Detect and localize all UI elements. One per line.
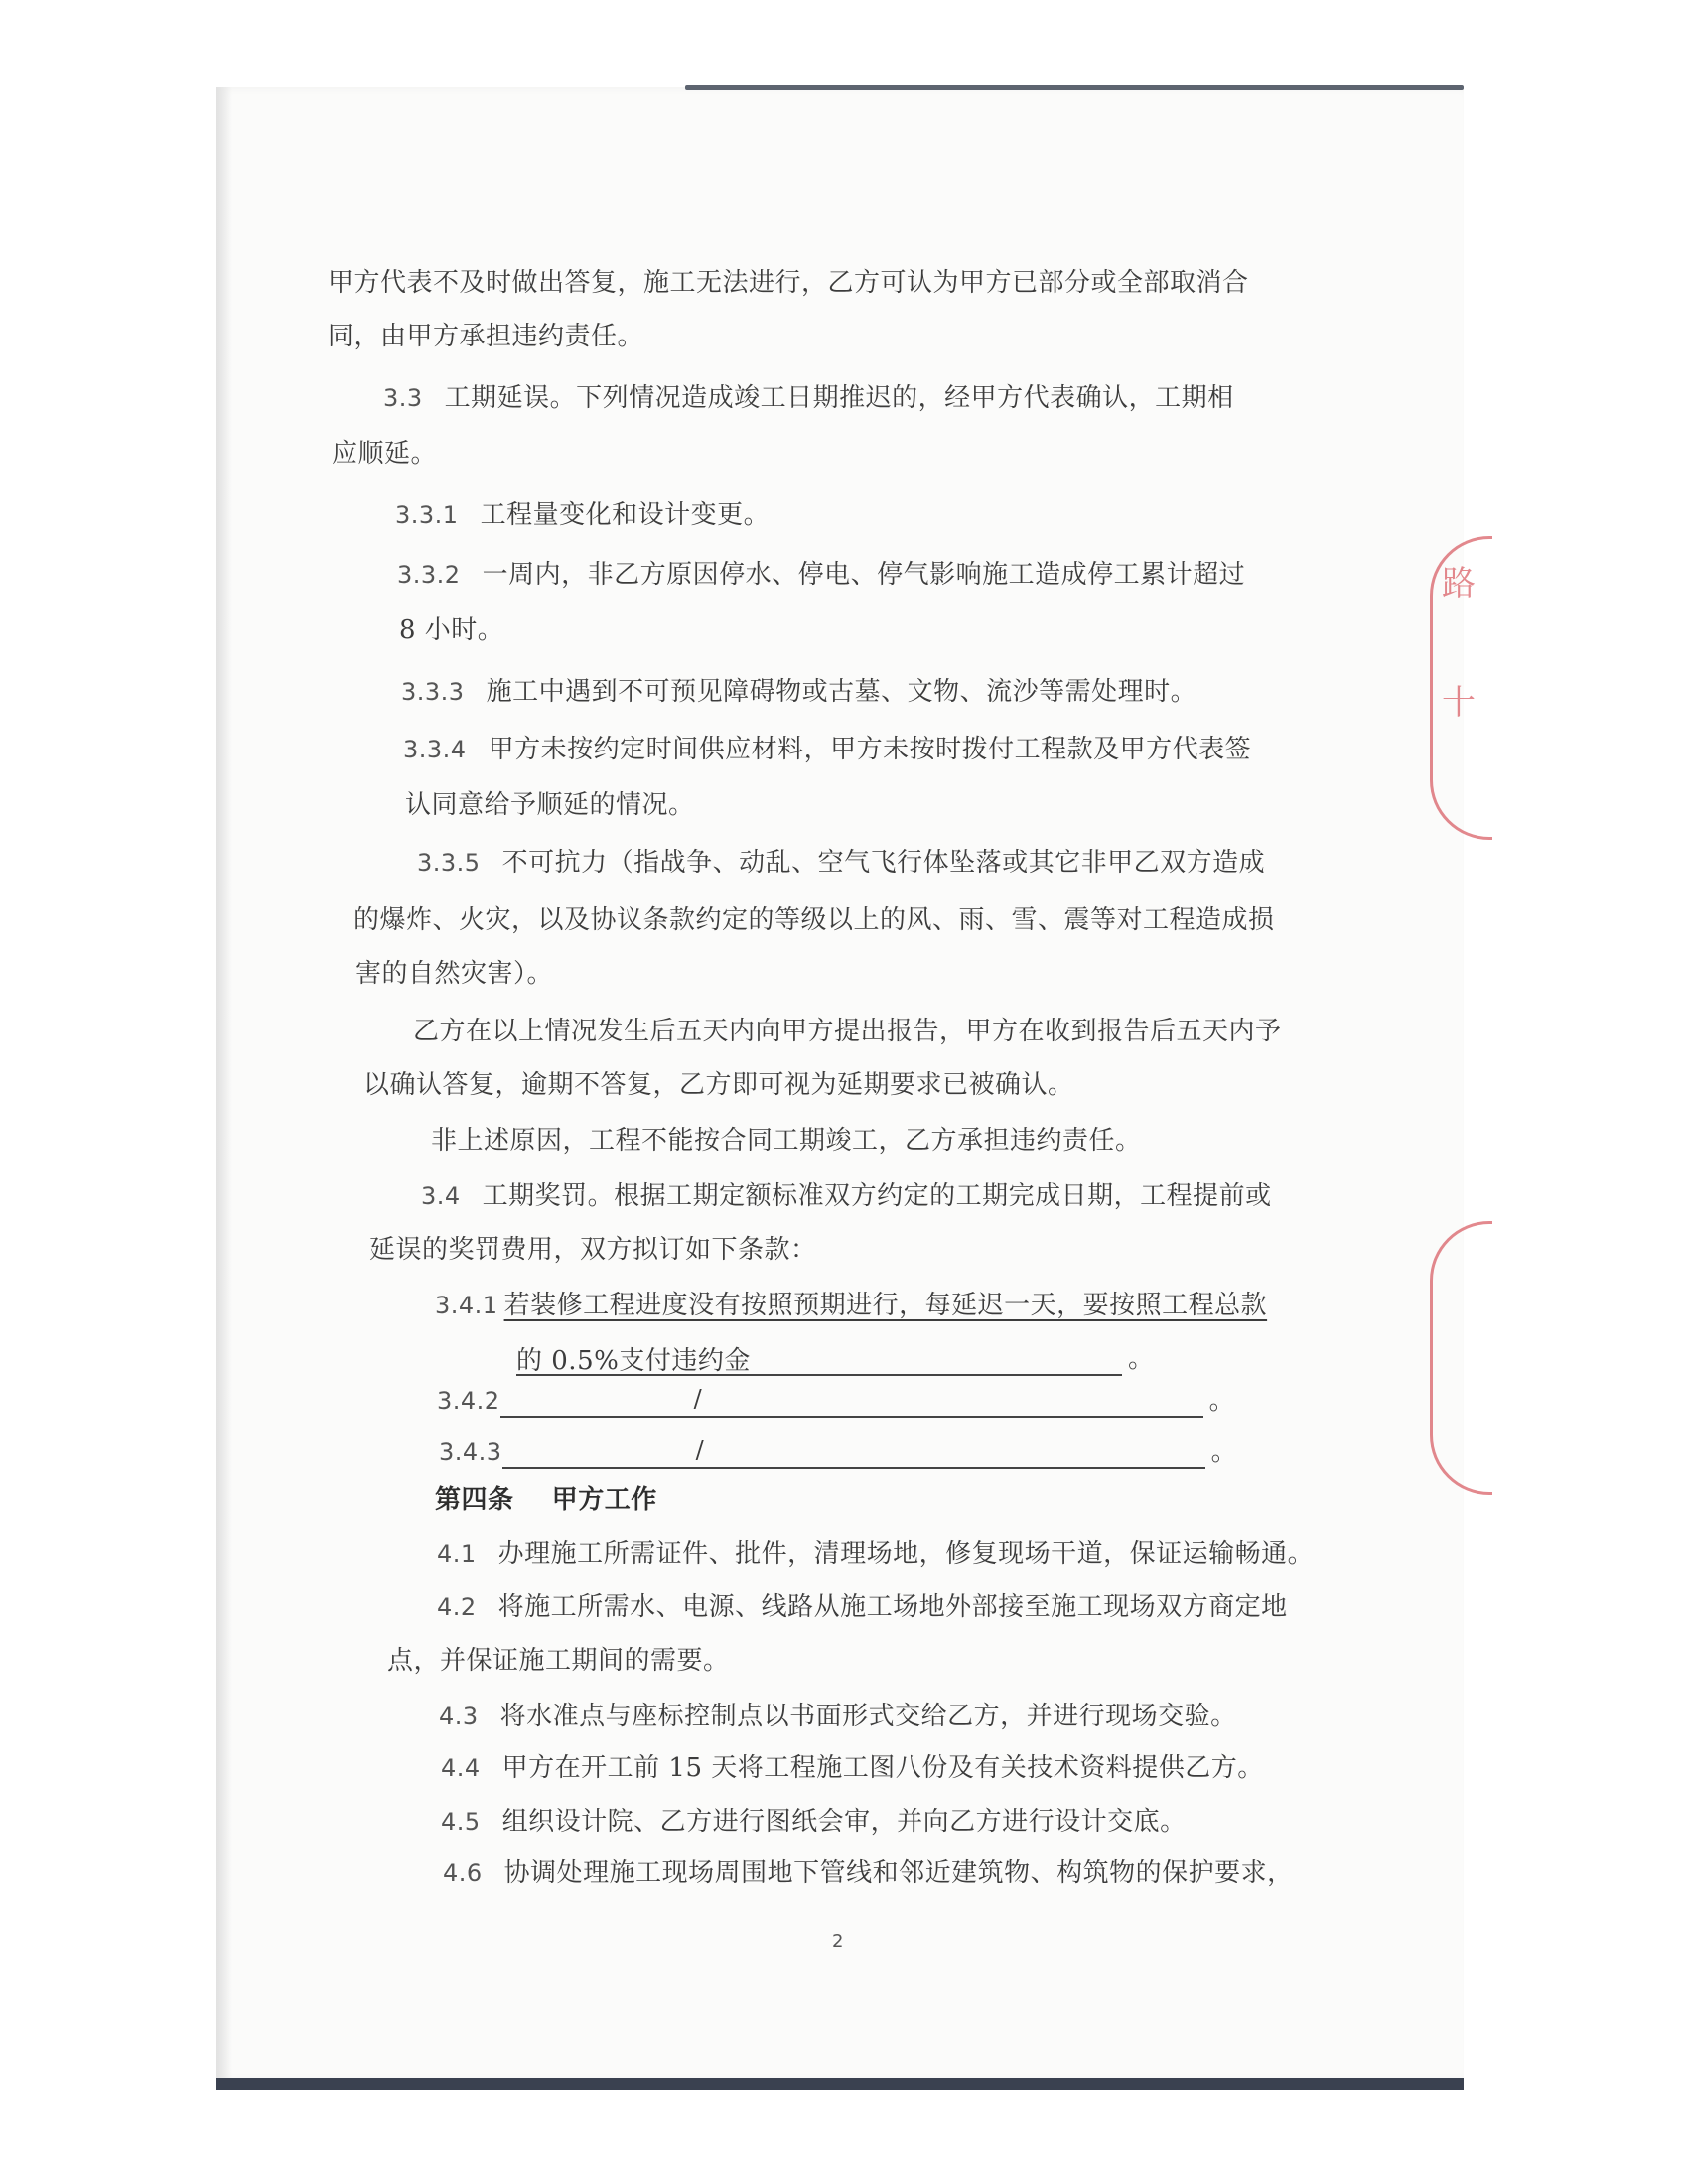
paragraph-line: 非上述原因，工程不能按合同工期竣工，乙方承担违约责任。 [431,1126,1142,1156]
clause-number: 3.3.3 [401,678,465,706]
clause-3-3-5 [417,846,1265,880]
paragraph-line: 延误的奖罚费用，双方拟订如下条款： [369,1235,817,1265]
clause-4-3 [439,1700,1237,1733]
clause-number: 3.4.2 [437,1387,500,1415]
clause-number: 3.3.4 [403,736,467,763]
paragraph-line: 以确认答复，逾期不答复，乙方即可视为延期要求已被确认。 [363,1070,1074,1100]
article-4-heading: 第四条 甲方工作 [435,1485,657,1515]
paragraph-line: 甲方代表不及时做出答复，施工无法进行，乙方可认为甲方已部分或全部取消合 [328,268,1249,298]
paragraph-line: 的爆炸、火灾，以及协议条款约定的等级以上的风、雨、雪、震等对工程造成损 [353,905,1275,935]
clause-text: 施工中遇到不可预见障碍物或古墓、文物、流沙等需处理时。 [486,677,1197,707]
paragraph-line: 点，并保证施工期间的需要。 [387,1646,730,1676]
clause-number: 4.1 [437,1540,477,1568]
clause-3-3-2 [397,558,1245,592]
clause-number: 3.4.3 [439,1438,502,1466]
clause-text: 将施工所需水、电源、线路从施工场地外部接至施工现场双方商定地 [497,1592,1288,1622]
blank-slash: / [695,1436,705,1464]
clause-text: 工期奖罚。根据工期定额标准双方约定的工期完成日期，工程提前或 [482,1181,1272,1211]
clause-text: 工期延误。下列情况造成竣工日期推迟的，经甲方代表确认，工期相 [444,383,1234,413]
clause-number: 3.3.1 [395,501,459,529]
clause-text: 甲方在开工前 15 天将工程施工图八份及有关技术资料提供乙方。 [501,1753,1264,1783]
clause-4-5 [441,1805,1187,1839]
clause-3-3-4 [403,733,1251,766]
clause-text: 若装修工程进度没有按照预期进行，每延迟一天，要按照工程总款 [503,1291,1268,1320]
clause-number: 3.3.5 [417,849,481,877]
clause-3-4-2 [437,1384,1235,1418]
blank-line [502,1437,1205,1469]
clause-3-3-3 [401,675,1196,709]
clause-4-6 [443,1856,1294,1890]
clause-text: 不可抗力（指战争、动乱、空气飞行体坠落或其它非甲乙双方造成 [501,848,1266,878]
clause-text: 组织设计院、乙方进行图纸会审，并向乙方进行设计交底。 [501,1807,1187,1837]
clause-text: 一周内，非乙方原因停水、停电、停气影响施工造成停工累计超过 [482,560,1246,590]
line-end: 。 [1210,1437,1238,1467]
blank-slash: / [693,1385,703,1413]
clause-4-2 [437,1590,1288,1624]
red-seal-fragment-bottom [1430,1221,1492,1495]
clause-3-4-1-cont [516,1342,1155,1376]
clause-text: 协调处理施工现场周围地下管线和邻近建筑物、构筑物的保护要求， [503,1858,1294,1888]
clause-number: 4.2 [437,1593,477,1621]
page-shadow [216,87,232,2081]
paragraph-line: 8 小时。 [399,615,504,645]
clause-number: 4.4 [441,1754,481,1782]
clause-number: 3.4 [421,1182,461,1210]
page-number: 2 [832,1931,844,1952]
clause-text: 甲方未按约定时间供应材料，甲方未按时拨付工程款及甲方代表签 [488,735,1252,764]
seal-character: 十 [1442,683,1476,723]
clause-number: 3.4.1 [435,1292,498,1319]
clause-number: 4.6 [443,1859,483,1887]
paragraph-line: 应顺延。 [332,439,438,469]
clause-3-4-1 [435,1289,1267,1322]
paragraph-line: 害的自然灾害）。 [355,959,554,989]
scan-bottom-edge [216,2078,1464,2090]
clause-number: 3.3.2 [397,561,461,589]
paragraph-line: 认同意给予顺延的情况。 [405,790,695,820]
seal-character: 路 [1442,564,1476,604]
line-end: 。 [1128,1344,1155,1374]
paragraph-line: 乙方在以上情况发生后五天内向甲方提出报告，甲方在收到报告后五天内予 [413,1017,1282,1046]
blank-line [500,1386,1203,1418]
paragraph-line: 同，由甲方承担违约责任。 [328,322,644,351]
clause-3-4 [421,1179,1272,1213]
filled-blank [516,1344,1122,1376]
clause-number: 4.5 [441,1808,481,1836]
line-end: 。 [1208,1386,1236,1416]
clause-3-3 [383,381,1234,415]
clause-4-4 [441,1751,1264,1785]
clause-text: 办理施工所需证件、批件，清理场地，修复现场干道，保证运输畅通。 [497,1539,1315,1569]
clause-number: 4.3 [439,1703,479,1730]
scan-top-edge [685,85,1464,90]
clause-4-1 [437,1537,1314,1570]
clause-text: 工程量变化和设计变更。 [480,500,771,530]
clause-3-3-1 [395,498,770,532]
clause-3-4-3 [439,1435,1237,1469]
clause-number: 3.3 [383,384,423,412]
clause-text: 将水准点与座标控制点以书面形式交给乙方，并进行现场交验。 [499,1702,1237,1731]
clause-text: 的 0.5%支付违约金 [516,1346,751,1376]
